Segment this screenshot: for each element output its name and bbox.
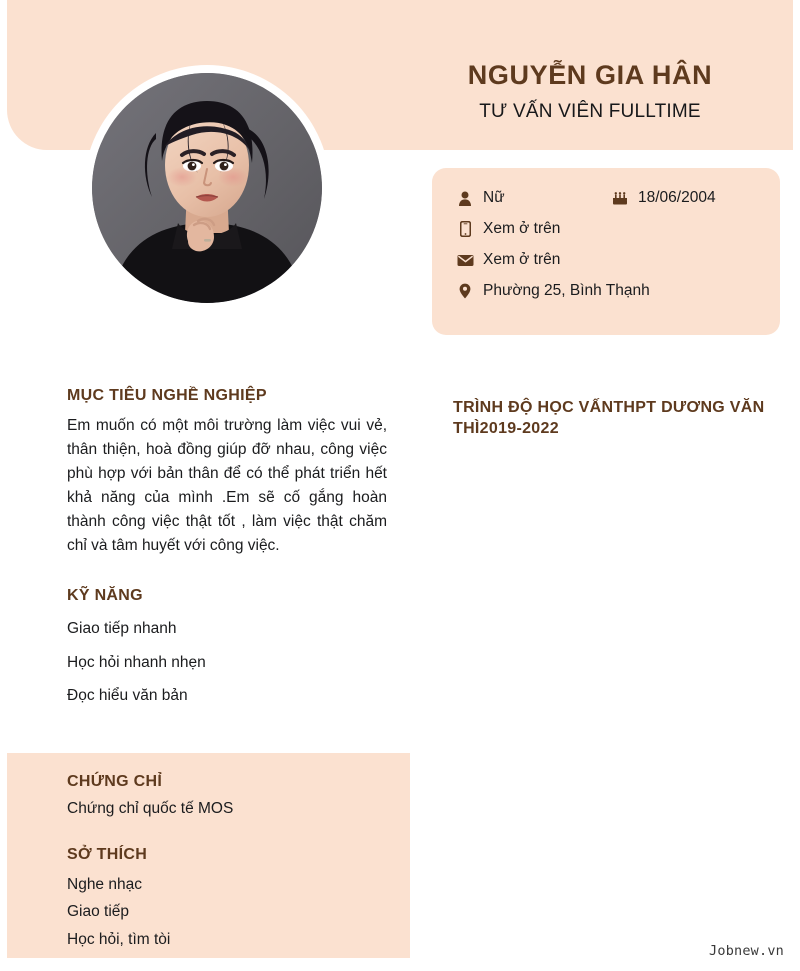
envelope-icon [456, 254, 474, 267]
list-item: Giao tiếp [67, 903, 130, 921]
contact-address [456, 281, 650, 301]
candidate-name: NGUYỄN GIA HÂN [467, 60, 713, 90]
hobbies-title: SỞ THÍCH [67, 845, 148, 863]
list-item: Chứng chỉ quốc tế MOS [67, 800, 234, 817]
objective-title: MỤC TIÊU NGHỀ NGHIỆP [67, 387, 267, 404]
contact-birthday [611, 188, 716, 208]
contact-row [456, 250, 756, 270]
list-item: Giao tiếp nhanh [67, 620, 177, 638]
skills-list [67, 620, 387, 706]
mobile-phone-icon [456, 221, 474, 237]
hobbies-list [67, 876, 410, 950]
skills-title: KỸ NĂNG [67, 587, 143, 605]
list-item: Nghe nhạc [67, 875, 142, 893]
contact-card [432, 168, 780, 335]
contact-gender-text: Nữ [483, 189, 505, 206]
left-column [67, 386, 387, 721]
contact-row [456, 219, 756, 239]
name-block [400, 60, 780, 123]
contact-phone [456, 219, 611, 239]
contact-email [456, 250, 611, 270]
list-item: Đọc hiểu văn bản [67, 687, 188, 705]
contact-row [456, 188, 756, 208]
objective-body: Em muốn có một môi trường làm việc vui vẻ, thân thiện, hoà đồng giúp đỡ nhau, công việc phù hợp với bản thân để có thể phát triển hết khả năng của mình .Em sẽ cố gắng hoàn thành công việc thật tốt , làm việc thật chăm chỉ và tâm huyết với công việc. [67, 417, 387, 555]
right-column [453, 398, 773, 440]
contact-address-text: Phường 25, Bình Thạnh [483, 282, 650, 300]
list-item: Học hỏi, tìm tòi [67, 930, 171, 948]
birthday-cake-icon [611, 191, 629, 206]
bottom-panel [7, 753, 410, 958]
contact-birthday-text: 18/06/2004 [638, 189, 716, 206]
contact-gender [456, 188, 611, 208]
list-item: Học hỏi nhanh nhẹn [67, 653, 206, 671]
candidate-role: TƯ VẤN VIÊN FULLTIME [479, 101, 701, 123]
education-heading: TRÌNH ĐỘ HỌC VẤNTHPT DƯƠNG VĂN THÌ2019-2022 [453, 399, 765, 437]
portrait-photo [92, 73, 322, 303]
avatar [84, 65, 330, 311]
person-icon [456, 191, 474, 206]
contact-email-text: Xem ở trên [483, 251, 561, 269]
watermark: Jobnew.vn [709, 943, 784, 959]
contact-row [456, 281, 756, 301]
location-pin-icon [456, 283, 474, 299]
contact-phone-text: Xem ở trên [483, 220, 561, 238]
certificates-title: CHỨNG CHỈ [67, 773, 163, 790]
